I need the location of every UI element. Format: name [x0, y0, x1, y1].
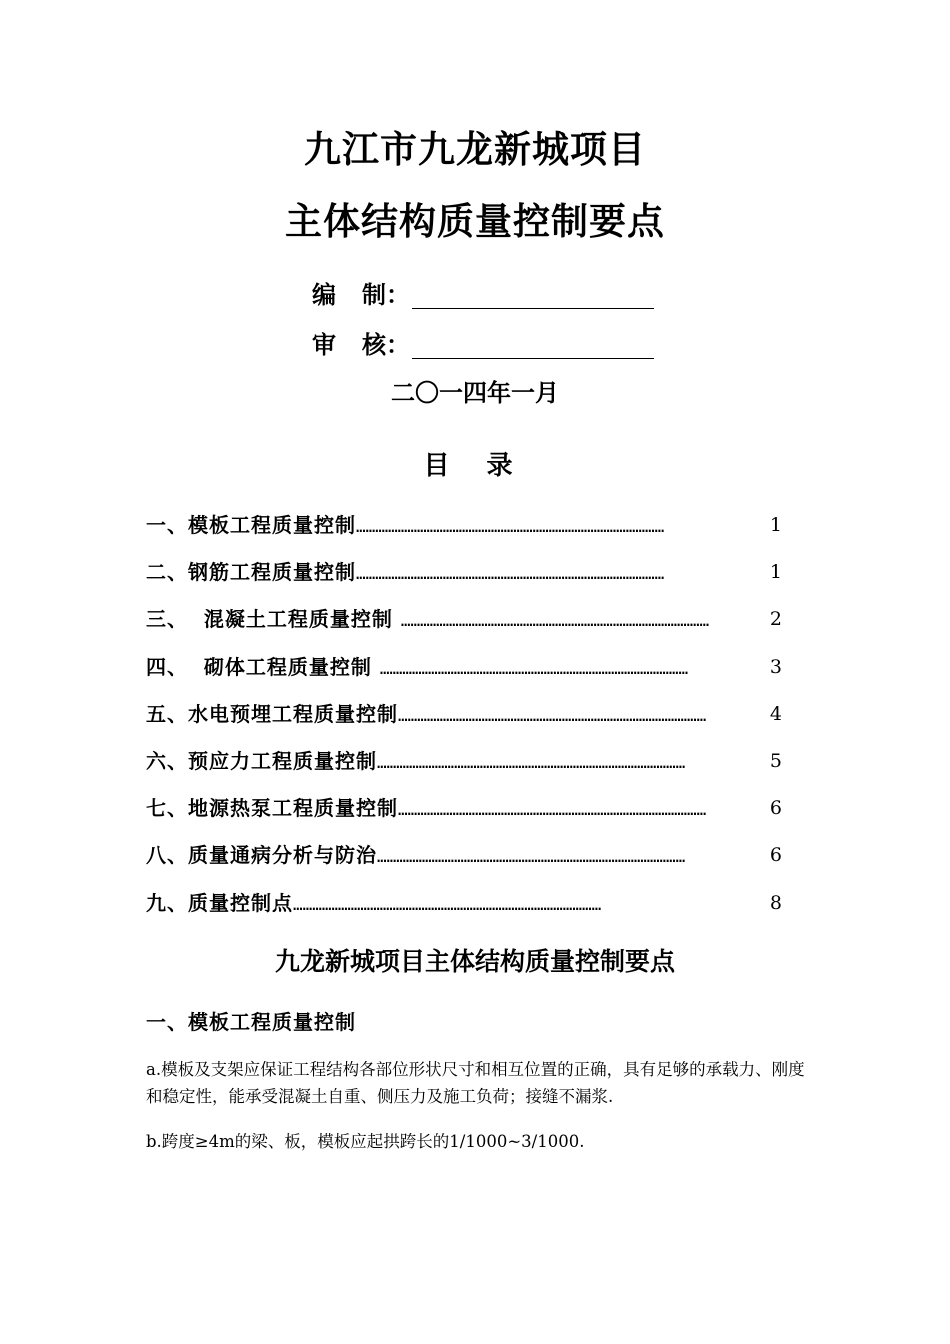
- review-label-1: 审: [312, 331, 336, 359]
- toc-item[interactable]: [146, 512, 782, 559]
- toc-item-page: 6: [769, 797, 782, 820]
- review-signature-line: [412, 358, 654, 359]
- reviewed-by-field: [312, 330, 410, 360]
- toc-leader-dots: ……………………………………………………………………………………: [377, 752, 686, 772]
- toc-item-page: 1: [769, 514, 782, 536]
- toc-item[interactable]: [146, 606, 782, 653]
- toc-item-page: 2: [769, 608, 782, 631]
- toc-item-label: 八、质量通病分析与防治: [146, 843, 377, 868]
- paragraph-a: a.模板及支架应保证工程结构各部位形状尺寸和相互位置的正确，具有足够的承载力、刚度和稳定性，能承受混凝土自重、侧压力及施工负荷；接缝不漏浆.: [146, 1060, 805, 1106]
- title-line-2: 主体结构质量控制要点: [285, 200, 665, 243]
- toc-item-label: 一、模板工程质量控制: [146, 513, 356, 537]
- compiled-label-2: 制：: [362, 281, 410, 309]
- title-line-1: 九江市九龙新城项目: [304, 128, 646, 171]
- document-date: 二〇一四年一月: [391, 379, 559, 407]
- toc-item-label: 六、预应力工程质量控制: [146, 748, 377, 773]
- review-label-2: 核：: [362, 331, 410, 359]
- toc-item-label: 九、质量控制点: [146, 890, 293, 915]
- toc-leader-dots: ……………………………………………………………………………………: [379, 658, 689, 678]
- compiled-label-1: 编: [312, 281, 336, 309]
- body-subtitle: 九龙新城项目主体结构质量控制要点: [274, 947, 675, 976]
- toc-item-page: 4: [769, 702, 782, 725]
- compiled-by-field: [312, 280, 410, 310]
- toc-leader-dots: ……………………………………………………………………………………: [398, 705, 707, 725]
- compiled-signature-line: [412, 308, 654, 309]
- toc-leader-dots: ……………………………………………………………………………………: [356, 564, 665, 584]
- toc-item-page: 3: [769, 655, 782, 678]
- toc-item-label: 四、 砌体工程质量控制: [146, 654, 380, 679]
- toc-item[interactable]: [146, 654, 782, 701]
- toc-title: 目 录: [423, 451, 527, 481]
- toc-leader-dots: ……………………………………………………………………………………: [400, 611, 710, 631]
- toc-item-page: 5: [769, 749, 782, 772]
- toc-leader-dots: ……………………………………………………………………………………: [293, 894, 602, 914]
- toc-leader-dots: ……………………………………………………………………………………: [377, 847, 686, 867]
- toc-leader-dots: ……………………………………………………………………………………: [398, 800, 707, 820]
- toc-item-label: 三、 混凝土工程质量控制: [146, 607, 401, 632]
- toc-item-label: 五、水电预埋工程质量控制: [146, 701, 398, 726]
- toc-item-page: 1: [769, 561, 782, 584]
- paragraph-b: b.跨度≥4m的梁、板，模板应起拱跨长的1/1000~3/1000.: [146, 1132, 585, 1151]
- toc-item[interactable]: [146, 890, 782, 937]
- toc-item-label: 七、地源热泵工程质量控制: [146, 796, 398, 821]
- toc-leader-dots: ……………………………………………………………………………………: [356, 517, 665, 536]
- toc-item[interactable]: [146, 795, 782, 842]
- toc-item[interactable]: [146, 559, 782, 606]
- toc-item[interactable]: [146, 748, 782, 795]
- toc-item[interactable]: [146, 842, 782, 889]
- toc-item-page: 6: [769, 844, 782, 867]
- toc-item-label: 二、钢筋工程质量控制: [146, 560, 356, 585]
- section-heading: 一、模板工程质量控制: [146, 1010, 356, 1034]
- table-of-contents: [146, 512, 782, 937]
- toc-item[interactable]: [146, 701, 782, 748]
- toc-item-page: 8: [769, 891, 782, 914]
